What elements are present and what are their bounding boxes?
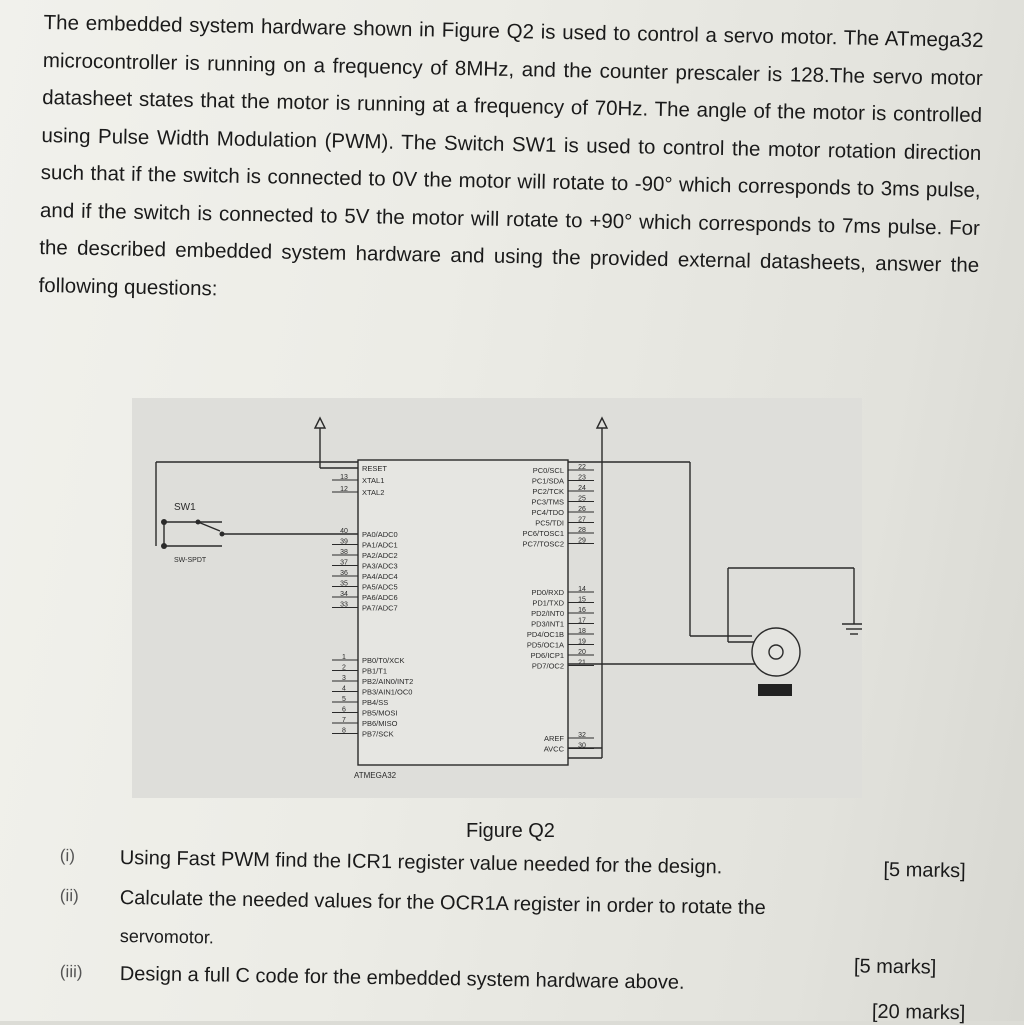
power-arrow-icon bbox=[597, 418, 607, 428]
pin-name: PD1/TXD bbox=[532, 598, 564, 608]
switch-contact-icon bbox=[161, 543, 167, 549]
pin-number: 33 bbox=[340, 601, 348, 609]
pin-name: PA3/ADC3 bbox=[362, 561, 398, 571]
pin-number: 32 bbox=[578, 732, 586, 739]
pin-number: 19 bbox=[578, 638, 586, 646]
pin-name: PD5/OC1A bbox=[526, 640, 564, 650]
pin-name: AVCC bbox=[543, 744, 564, 754]
pin-name: PB7/SCK bbox=[362, 729, 394, 739]
switch-label: SW1 bbox=[174, 502, 196, 513]
question-number: (i) bbox=[59, 846, 76, 866]
pin-name: PC1/SDA bbox=[531, 476, 564, 486]
pin-number: 39 bbox=[340, 538, 348, 546]
pin-number: 29 bbox=[578, 537, 586, 545]
pin-name: PC7/TOSC2 bbox=[522, 539, 564, 549]
pin-number: 36 bbox=[340, 570, 348, 577]
pin-number: 22 bbox=[578, 464, 586, 471]
pin-name: PB0/T0/XCK bbox=[362, 656, 405, 665]
pin-number: 15 bbox=[578, 596, 586, 604]
pin-name: PD7/OC2 bbox=[531, 661, 564, 671]
switch-contact-icon bbox=[220, 532, 225, 537]
question-text: Design a full C code for the embedded system hardware above. bbox=[119, 962, 685, 994]
pin-number: 2 bbox=[342, 664, 346, 672]
servo-motor-icon bbox=[752, 628, 800, 696]
pin-name: PC6/TOSC1 bbox=[522, 529, 564, 538]
pin-number: 21 bbox=[578, 659, 586, 667]
pin-number: 37 bbox=[340, 559, 348, 567]
pin-name: PD4/OC1B bbox=[526, 630, 564, 639]
power-arrow-icon bbox=[315, 418, 325, 428]
pin-name: PA5/ADC5 bbox=[362, 582, 398, 592]
pin-number: 24 bbox=[578, 485, 586, 492]
pin-number: 35 bbox=[340, 580, 348, 588]
pin-name: PA7/ADC7 bbox=[362, 603, 398, 613]
pin-number: 26 bbox=[578, 506, 586, 513]
pin-number: 7 bbox=[342, 717, 346, 724]
circuit-diagram bbox=[132, 398, 862, 798]
pin-name: PD3/INT1 bbox=[531, 619, 564, 629]
figure-caption: Figure Q2 bbox=[466, 820, 555, 842]
switch-type-label: SW-SPDT bbox=[174, 557, 207, 564]
pin-name: PB1/T1 bbox=[362, 666, 388, 676]
question-number: (iii) bbox=[59, 962, 83, 982]
pin-name: PA0/ADC0 bbox=[362, 530, 398, 539]
pin-name: PB6/MISO bbox=[362, 719, 398, 728]
pin-number: 13 bbox=[340, 474, 348, 481]
pin-number: 25 bbox=[578, 495, 586, 503]
pin-name: RESET bbox=[362, 464, 388, 473]
pin-name: PB2/AIN0/INT2 bbox=[362, 677, 414, 686]
pin-number: 14 bbox=[578, 586, 586, 593]
question-ii bbox=[59, 886, 980, 920]
switch-contact-icon bbox=[161, 519, 167, 525]
question-iii bbox=[59, 962, 980, 1025]
pin-number: 12 bbox=[340, 486, 348, 493]
pin-number: 34 bbox=[340, 591, 348, 598]
pin-number: 38 bbox=[340, 549, 348, 556]
pin-number: 8 bbox=[342, 727, 346, 735]
pin-name: PB4/SS bbox=[362, 698, 389, 707]
chip-name-label: ATMEGA32 bbox=[354, 771, 397, 780]
pin-name: PB3/AIN1/OC0 bbox=[362, 687, 413, 697]
pin-name: AREF bbox=[543, 734, 564, 743]
pin-name: XTAL2 bbox=[362, 488, 385, 497]
pin-name: PC2/TCK bbox=[532, 487, 564, 496]
figure-q2-schematic bbox=[132, 398, 862, 798]
pin-name: PA2/ADC2 bbox=[362, 551, 398, 560]
pin-name: PD6/ICP1 bbox=[530, 651, 564, 660]
pin-number: 28 bbox=[578, 527, 586, 534]
ground-icon bbox=[842, 624, 862, 634]
switch-contact-icon bbox=[196, 520, 201, 525]
pin-number: 5 bbox=[342, 696, 346, 703]
pin-number: 20 bbox=[578, 649, 586, 656]
pin-name: PA6/ADC6 bbox=[362, 593, 398, 602]
pin-number: 27 bbox=[578, 516, 586, 524]
pin-name: PA1/ADC1 bbox=[362, 540, 398, 550]
pin-name: PC5/TDI bbox=[535, 518, 564, 528]
pin-name: PB5/MOSI bbox=[362, 708, 398, 718]
question-i bbox=[59, 846, 980, 883]
question-text: Using Fast PWM find the ICR1 register value needed for the design. bbox=[119, 846, 723, 879]
question-marks: [5 marks] bbox=[883, 858, 966, 883]
pin-number: 3 bbox=[342, 675, 346, 682]
intro-paragraph: The embedded system hardware shown in Figure Q2 is used to control a servo motor. The ATmega32 microcontroller is running on a frequency of 8MHz, and the counter prescaler is 128.The servo motor datasheet states that the motor is running at a frequency of 70Hz. The angle of the motor is controlled using Pulse Width Modulation (PWM). The Switch SW1 is used to control the motor rotation direction such that if the switch is connected to 0V the motor will rotate to -90° which corresponds to 3ms pulse, and if the switch is connected to 5V the motor will rotate to +90° which corresponds to 7ms pulse. For the described embedded system hardware and using the provided external datasheets, answer the following questions: bbox=[38, 10, 984, 300]
pin-number: 16 bbox=[578, 607, 586, 614]
pin-number: 30 bbox=[578, 742, 586, 750]
question-marks: [5 marks] bbox=[853, 955, 937, 979]
pin-number: 6 bbox=[342, 706, 346, 714]
pin-name: PC4/TDO bbox=[531, 508, 564, 517]
question-text: Calculate the needed values for the OCR1A register in order to rotate the bbox=[119, 886, 766, 920]
question-number: (ii) bbox=[59, 886, 79, 906]
question-ii-continuation: servomotor. bbox=[119, 926, 215, 948]
pin-number: 40 bbox=[340, 528, 348, 535]
pin-name: PD0/RXD bbox=[531, 588, 564, 597]
pin-number: 18 bbox=[578, 628, 586, 635]
pin-number: 23 bbox=[578, 474, 586, 482]
pin-number: 1 bbox=[342, 654, 346, 661]
pin-name: PA4/ADC4 bbox=[362, 572, 398, 581]
question-marks: [20 marks] bbox=[871, 1000, 966, 1025]
pin-name: PD2/INT0 bbox=[531, 609, 564, 618]
pin-name: PC3/TMS bbox=[531, 497, 564, 507]
pin-number: 17 bbox=[578, 617, 586, 625]
pin-name: XTAL1 bbox=[362, 476, 385, 485]
pin-name: PC0/SCL bbox=[532, 466, 564, 475]
pin-number: 4 bbox=[342, 685, 346, 693]
